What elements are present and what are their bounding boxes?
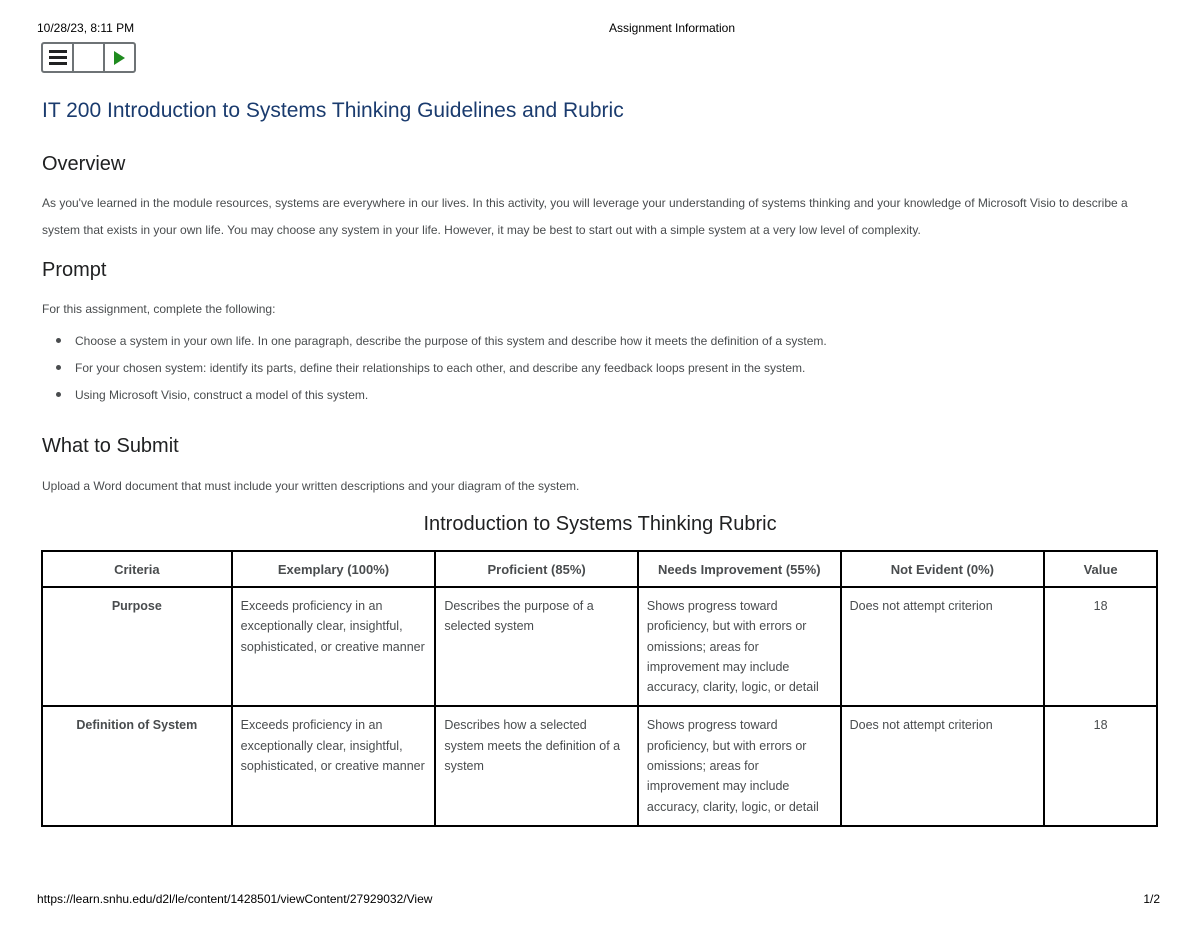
proficient-cell: Describes the purpose of a selected system xyxy=(435,587,638,706)
play-button[interactable] xyxy=(105,44,134,71)
table-header-row xyxy=(42,551,1157,587)
submit-heading: What to Submit xyxy=(42,435,179,457)
value-cell: 18 xyxy=(1044,706,1157,825)
needs-improvement-cell: Shows progress toward proficiency, but with errors or omissions; areas for improvement may include accuracy, clarity, logic, or detail xyxy=(638,587,841,706)
criteria-cell: Definition of System xyxy=(42,706,232,825)
exemplary-cell: Exceeds proficiency in an exceptionally clear, insightful, sophisticated, or creative manner xyxy=(232,706,436,825)
print-url: https://learn.snhu.edu/d2l/le/content/1428501/viewContent/27929032/View xyxy=(37,892,433,906)
column-header: Criteria xyxy=(42,551,232,587)
play-icon xyxy=(114,51,125,65)
criteria-cell: Purpose xyxy=(42,587,232,706)
menu-button[interactable] xyxy=(43,44,74,71)
overview-text: As you've learned in the module resources, systems are everywhere in our lives. In this activity, you will leverage your understanding of systems thinking and your knowledge of Microsoft Visio to describe a system that exists in your own life. You may choose any system in your life. However, it may be best to start out with a simple system at a very low level of complexity. xyxy=(42,196,1128,237)
print-page-number: 1/2 xyxy=(1143,892,1160,906)
column-header: Not Evident (0%) xyxy=(841,551,1045,587)
table-row xyxy=(42,587,1157,706)
exemplary-cell: Exceeds proficiency in an exceptionally clear, insightful, sophisticated, or creative manner xyxy=(232,587,436,706)
rubric-title: Introduction to Systems Thinking Rubric xyxy=(423,513,777,535)
print-page-title: Assignment Information xyxy=(608,21,736,35)
column-header: Needs Improvement (55%) xyxy=(638,551,841,587)
menu-icon xyxy=(49,50,67,65)
submit-text: Upload a Word document that must include your written descriptions and your diagram of the system. xyxy=(42,479,580,493)
not-evident-cell: Does not attempt criterion xyxy=(841,587,1045,706)
rubric-table xyxy=(41,550,1158,827)
not-evident-cell: Does not attempt criterion xyxy=(841,706,1045,825)
list-item: Choose a system in your own life. In one paragraph, describe the purpose of this system and describe how it meets the definition of a system. xyxy=(56,331,827,358)
list-item: Using Microsoft Visio, construct a model of this system. xyxy=(56,385,827,412)
column-header: Exemplary (100%) xyxy=(232,551,436,587)
overview-heading: Overview xyxy=(42,153,126,175)
value-cell: 18 xyxy=(1044,587,1157,706)
content-toolbar xyxy=(41,42,136,73)
page-title: IT 200 Introduction to Systems Thinking Guidelines and Rubric xyxy=(42,99,624,122)
prompt-intro: For this assignment, complete the following: xyxy=(42,302,276,316)
proficient-cell: Describes how a selected system meets the definition of a system xyxy=(435,706,638,825)
blank-button[interactable] xyxy=(74,44,105,71)
column-header: Proficient (85%) xyxy=(435,551,638,587)
table-row xyxy=(42,706,1157,825)
print-datetime: 10/28/23, 8:11 PM xyxy=(37,21,135,35)
column-header: Value xyxy=(1044,551,1157,587)
needs-improvement-cell: Shows progress toward proficiency, but with errors or omissions; areas for improvement may include accuracy, clarity, logic, or detail xyxy=(638,706,841,825)
prompt-heading: Prompt xyxy=(42,259,107,281)
prompt-list xyxy=(56,331,827,412)
list-item: For your chosen system: identify its parts, define their relationships to each other, and describe any feedback loops present in the system. xyxy=(56,358,827,385)
